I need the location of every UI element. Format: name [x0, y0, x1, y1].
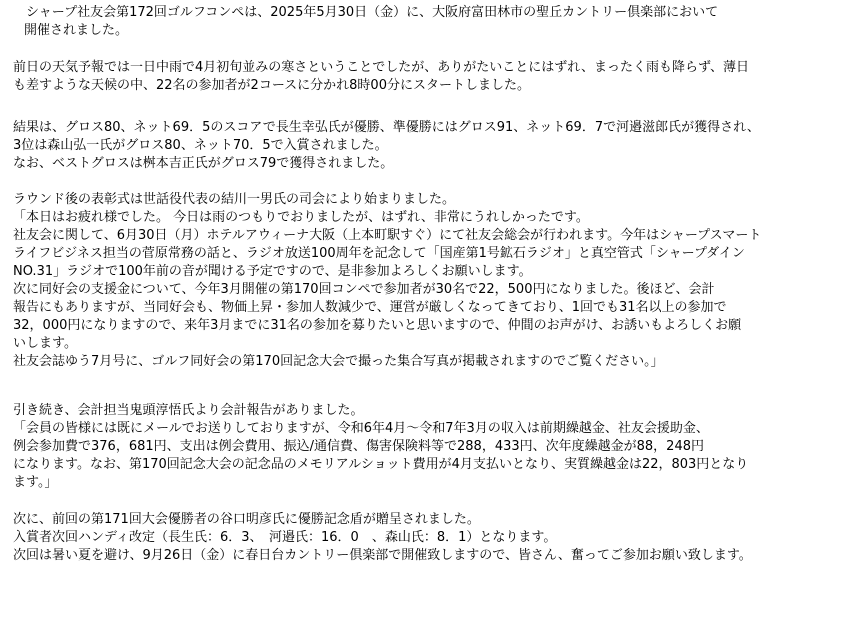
- paragraph-4-line-5: NO.31」ラジオで100年前の音が聞ける予定ですので、是非参加よろしくお願いします。: [13, 264, 532, 279]
- paragraph-4-line-9: いします。: [13, 336, 77, 351]
- paragraph-3-line-2: 3位は森山弘一氏がグロス80、ネット70．5で入賞されました。: [13, 138, 388, 153]
- paragraph-3-line-3: なお、ベストグロスは桝本吉正氏がグロス79で獲得されました。: [13, 156, 394, 171]
- paragraph-6-line-1: 次に、前回の第171回大会優勝者の谷口明彦氏に優勝記念盾が贈呈されました。: [13, 512, 480, 527]
- paragraph-6-line-3: 次回は暑い夏を避け、9月26日（金）に春日台カントリー倶楽部で開催致しますので、皆さん、奮ってご参加お願い致します。: [13, 548, 752, 563]
- paragraph-1-line-2: 開催されました。: [24, 23, 129, 38]
- paragraph-5-line-3: 例会参加費で376，681円、支出は例会費用、振込/通信費、傷害保険料等で288，433円、次年度繰越金が88，248円: [13, 439, 704, 454]
- paragraph-4-line-6: 次に同好会の支援金について、今年3月開催の第170回コンペで参加者が30名で22，500円になりました。後ほど、会計: [13, 282, 715, 297]
- paragraph-4-line-3: 社友会に関して、6月30日（月）ホテルアウィーナ大阪（上本町駅すぐ）にて社友会総会が行われます。今年はシャープスマート: [13, 228, 762, 243]
- paragraph-5-line-5: ます。」: [13, 475, 58, 490]
- paragraph-4-line-2: 「本日はお疲れ様でした。 今日は雨のつもりでおりましたが、はずれ、非常にうれしかったです。: [13, 210, 589, 225]
- paragraph-4-line-4: ライフビジネス担当の菅原常務の話と、ラジオ放送100周年を記念して「国産第1号鉱石ラジオ」と真空管式「シャープダイン: [13, 246, 745, 261]
- paragraph-1-line-1: シャープ社友会第172回ゴルフコンペは、2025年5月30日（金）に、大阪府富田林市の聖丘カントリー倶楽部において: [13, 5, 719, 20]
- paragraph-2-line-2: も差すような天候の中、22名の参加者が2コースに分かれ8時00分にスタートしました。: [13, 78, 530, 93]
- paragraph-2-line-1: 前日の天気予報では一日中雨で4月初旬並みの寒さということでしたが、ありがたいことにはずれ、まったく雨も降らず、薄日: [13, 60, 750, 75]
- paragraph-6-line-2: 入賞者次回ハンディ改定（長生氏：6．3、 河邉氏：16．0 、森山氏：8．1）となります。: [13, 530, 557, 545]
- paragraph-5-line-4: になります。なお、第170回記念大会の記念品のメモリアルショット費用が4月支払いとなり、実質繰越金は22，803円となり: [13, 457, 749, 472]
- paragraph-4-line-10: 社友会誌ゆう7月号に、ゴルフ同好会の第170回記念大会で撮った集合写真が掲載されますのでご覧ください。」: [13, 354, 664, 369]
- paragraph-4-line-7: 報告にもありますが、当同好会も、物価上昇・参加人数減少で、運営が厳しくなってきており、1回でも31名以上の参加で: [13, 300, 727, 315]
- paragraph-3-line-1: 結果は、グロス80、ネット69．5のスコアで長生幸弘氏が優勝、準優勝にはグロス91、ネット69．7で河邉滋郎氏が獲得され、: [13, 120, 760, 135]
- paragraph-5-line-2: 「会員の皆様には既にメールでお送りしておりますが、令和6年4月～令和7年3月の収入は前期繰越金、社友会援助金、: [13, 421, 709, 436]
- paragraph-4-line-8: 32，000円になりますので、来年3月までに31名の参加を募りたいと思いますので、仲間のお声がけ、お誘いもよろしくお願: [13, 318, 742, 333]
- paragraph-5-line-1: 引き続き、会計担当鬼頭淳悟氏より会計報告がありました。: [13, 403, 364, 418]
- paragraph-4-line-1: ラウンド後の表彰式は世話役代表の結川一男氏の司会により始まりました。: [13, 192, 456, 207]
